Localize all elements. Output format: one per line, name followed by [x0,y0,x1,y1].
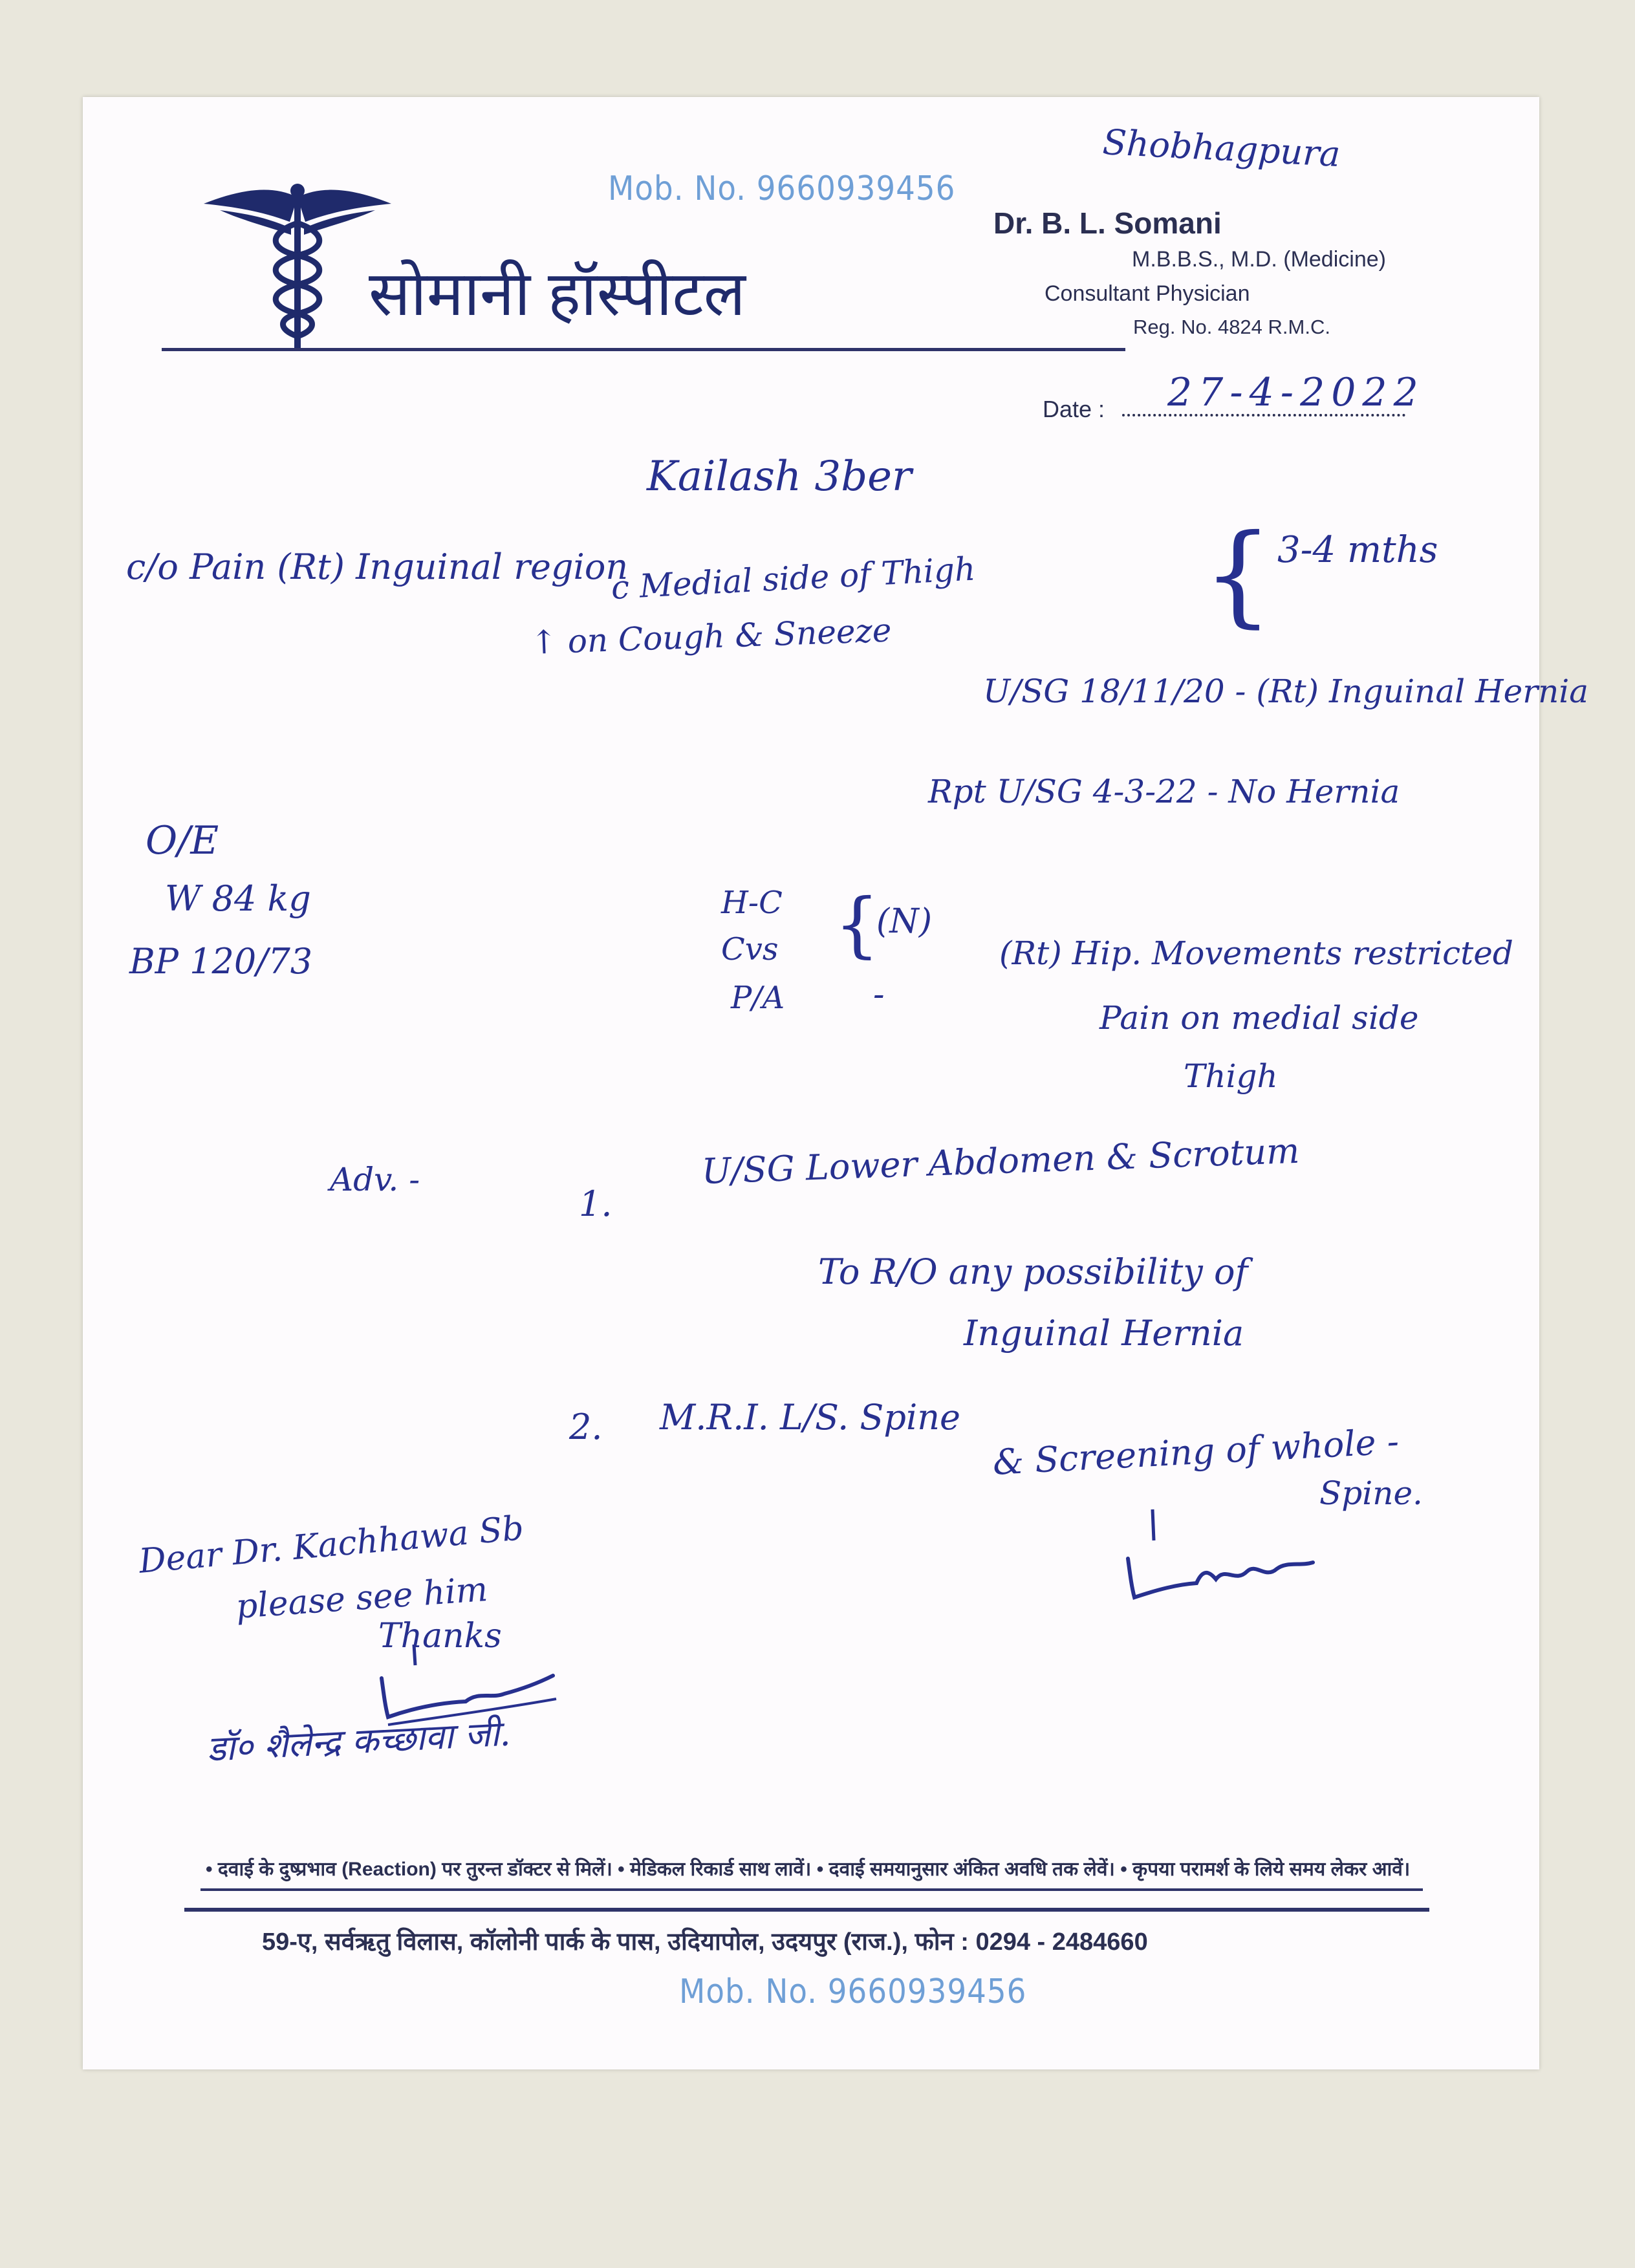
doctor-name: Dr. B. L. Somani [993,206,1222,240]
date-value: 27-4-2022 [1167,370,1425,415]
finding-cvs: Cvs [721,931,779,967]
finding-pa: P/A [731,980,785,1016]
referral-line-2: please see him [234,1570,490,1626]
findings-brace: { [834,883,880,966]
advice-2-text: M.R.I. L/S. Spine [660,1397,960,1438]
exam-header: O/E [146,818,219,863]
mobile-stamp-top: Mob. No. 9660939456 [608,169,956,208]
patient-name: Kailash 3ber [647,453,912,501]
advice-2-line3: Spine. [1319,1474,1423,1512]
finding-hc: H-C [721,885,783,921]
hip-note-2: Pain on medial side [1099,999,1419,1037]
hip-note-1: (Rt) Hip. Movements restricted [999,934,1513,972]
registration-number: Reg. No. 4824 R.M.C. [1133,316,1330,338]
usg-history-2: Rpt U/SG 4-3-22 - No Hernia [928,773,1400,810]
exam-weight: W 84 kg [165,878,311,919]
advice-label: Adv. - [330,1161,420,1198]
referral-hindi-name: डॉ० शैलेन्द्र कच्छावा जी. [206,1712,512,1769]
footer-instructions: • दवाई के दुष्प्रभाव (Reaction) पर तुरन्त डॉक्टर से मिलें। • मेडिकल रिकार्ड साथ लावें। • दवाई समयानुसार अंकित अवधि तक लेवें। • कृपया परामर्श के लिये समय लेकर आवें। [206,1859,1411,1880]
advice-1-line3: Inguinal Hernia [964,1313,1244,1354]
findings-normal: (N) [876,902,933,941]
advice-2-line2: & Screening of whole - [991,1421,1400,1483]
findings-dash: - [873,975,885,1014]
mobile-stamp-bottom: Mob. No. 9660939456 [679,1972,1027,2011]
advice-1-line2: To R/O any possibility of [818,1251,1248,1292]
date-label: Date : [1043,396,1105,422]
doctor-degrees: M.B.B.S., M.D. (Medicine) [1132,247,1386,272]
advice-2-num: 2. [569,1407,603,1447]
complaint-line-1: c/o Pain (Rt) Inguinal region [126,546,629,587]
complaint-line-2: c Medial side of Thigh [610,550,977,607]
hip-note-3: Thigh [1184,1057,1278,1095]
complaint-brace: { [1203,511,1273,639]
referral-line-3: Thanks [378,1617,502,1656]
footer-rule-upper [200,1888,1423,1891]
referral-line-1: Dear Dr. Kachhawa Sb [137,1509,526,1581]
doctor-signature [1119,1507,1332,1610]
usg-history-1: U/SG 18/11/20 - (Rt) Inguinal Hernia [983,673,1589,710]
top-location-note: Shobhagpura [1101,122,1341,175]
complaint-line-3: ↑ on Cough & Sneeze [529,611,893,662]
caduceus-logo [200,178,395,352]
doctor-designation: Consultant Physician [1045,281,1250,306]
hospital-name: सोमानी हॉस्पीटल [369,259,746,329]
footer-address: 59-ए, सर्वऋतु विलास, कॉलोनी पार्क के पास, उदियापोल, उदयपुर (राज.), फोन : 0294 - 2484660 [262,1928,1148,1956]
exam-bp: BP 120/73 [129,941,313,982]
complaint-duration: 3-4 mths [1277,529,1438,571]
advice-1-text: U/SG Lower Abdomen & Scrotum [700,1130,1301,1192]
advice-1-num: 1. [579,1183,612,1224]
header-rule [162,348,1125,351]
footer-rule-lower [184,1908,1429,1912]
